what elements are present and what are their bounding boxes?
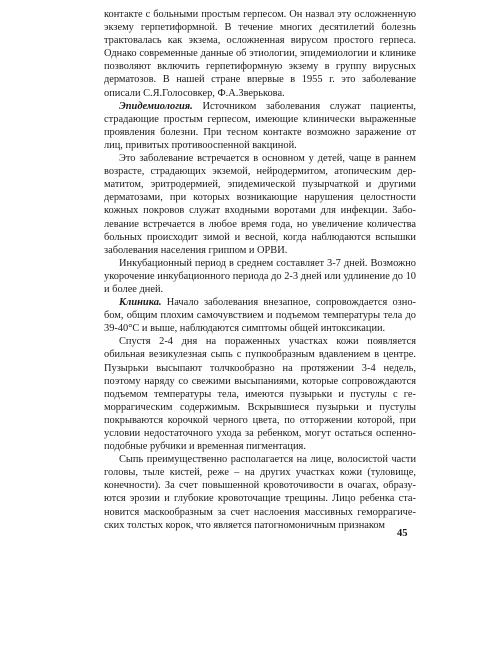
paragraph: Спустя 2-4 дня на пораженных участках кожи появляется обильная везикулезная сыпь с пупкообразным вдавлением в центре. Пузырьки высыпают толчкообразно на протяжении 3-4 недель, поэтому наряду со свежими высыпаниями, которые сопровождаются подъемом температуры тела, имеются пузырьки и пустулы с геморрагическим содержимым. Вскрывшиеся пузырьки и пустулы покрываются корочкой черного цвета, по отторжении которой, при условии недостаточного ухода за ребенком, могут остаться оспенноподобные рубчики и временная пигментация. <box>104 336 416 453</box>
paragraph: Сыпь преимущественно располагается на лице, волосистой части головы, тыле кистей, реже – на других участках кожи (туловище, конечности). За счет повышенной кровоточивости в очагах, образуются эрозии и глубокие кровоточащие трещины. Лицо ребенка становится маскообразным за счет наслоения массивных геморрагических толстых корок, что является патогномоничным признаком <box>104 454 416 531</box>
section-heading-epidemiology: Эпидемиология. <box>119 100 193 112</box>
paragraph: Это заболевание встречается в основном у детей, чаще в раннем возрасте, страдающих экземой, нейродермитом, атопическим дерматитом, эритродермией, эпидемической пузырчаткой и другими дерматозами, при которых возникающие нарушения целостности кожных покровов служат входными воротами для инфекции. Заболевание встречается в любое время года, но увеличение количества больных происходит зимой и весной, когда наблюдаются вспышки заболевания населения гриппом и ОРВИ. <box>104 153 416 256</box>
section-heading-clinic: Клиника. <box>119 297 162 309</box>
paragraph-clinic: Клиника. Начало заболевания внезапное, сопровождается ознобом, общим плохим самочувствием и подъемом температуры тела до 39-40°С и выше, наблюдаются симптомы общей интоксикации. <box>104 297 416 335</box>
page-body-text <box>104 8 416 532</box>
page-number: 45 <box>397 528 408 539</box>
paragraph: Инкубационный период в среднем составляет 3-7 дней. Возможно укорочение инкубационного периода до 2-3 дней или удлинение до 10 и более дней. <box>104 257 416 295</box>
paragraph: контакте с больными простым герпесом. Он назвал эту осложненную экзему герпетиформной. В течение многих десятилетий болезнь трактовалась как экзема, осложненная вирусом простого герпеса. Однако современные данные об этиологии, эпидемиологии и клинике позволяют включить герпетиформную экзему в группу вирусных дерматозов. В нашей стране впервые в 1955 г. это заболевание описали С.Я.Голосовкер, Ф.А.Зверькова. <box>104 9 416 99</box>
paragraph-epidemiology: Эпидемиология. Источником заболевания служат пациенты, страдающие простым герпесом, имеющие клинически выраженные проявления болезни. При тесном контакте возможно заражение от лиц, привитых противооспенной вакциной. <box>104 100 416 151</box>
